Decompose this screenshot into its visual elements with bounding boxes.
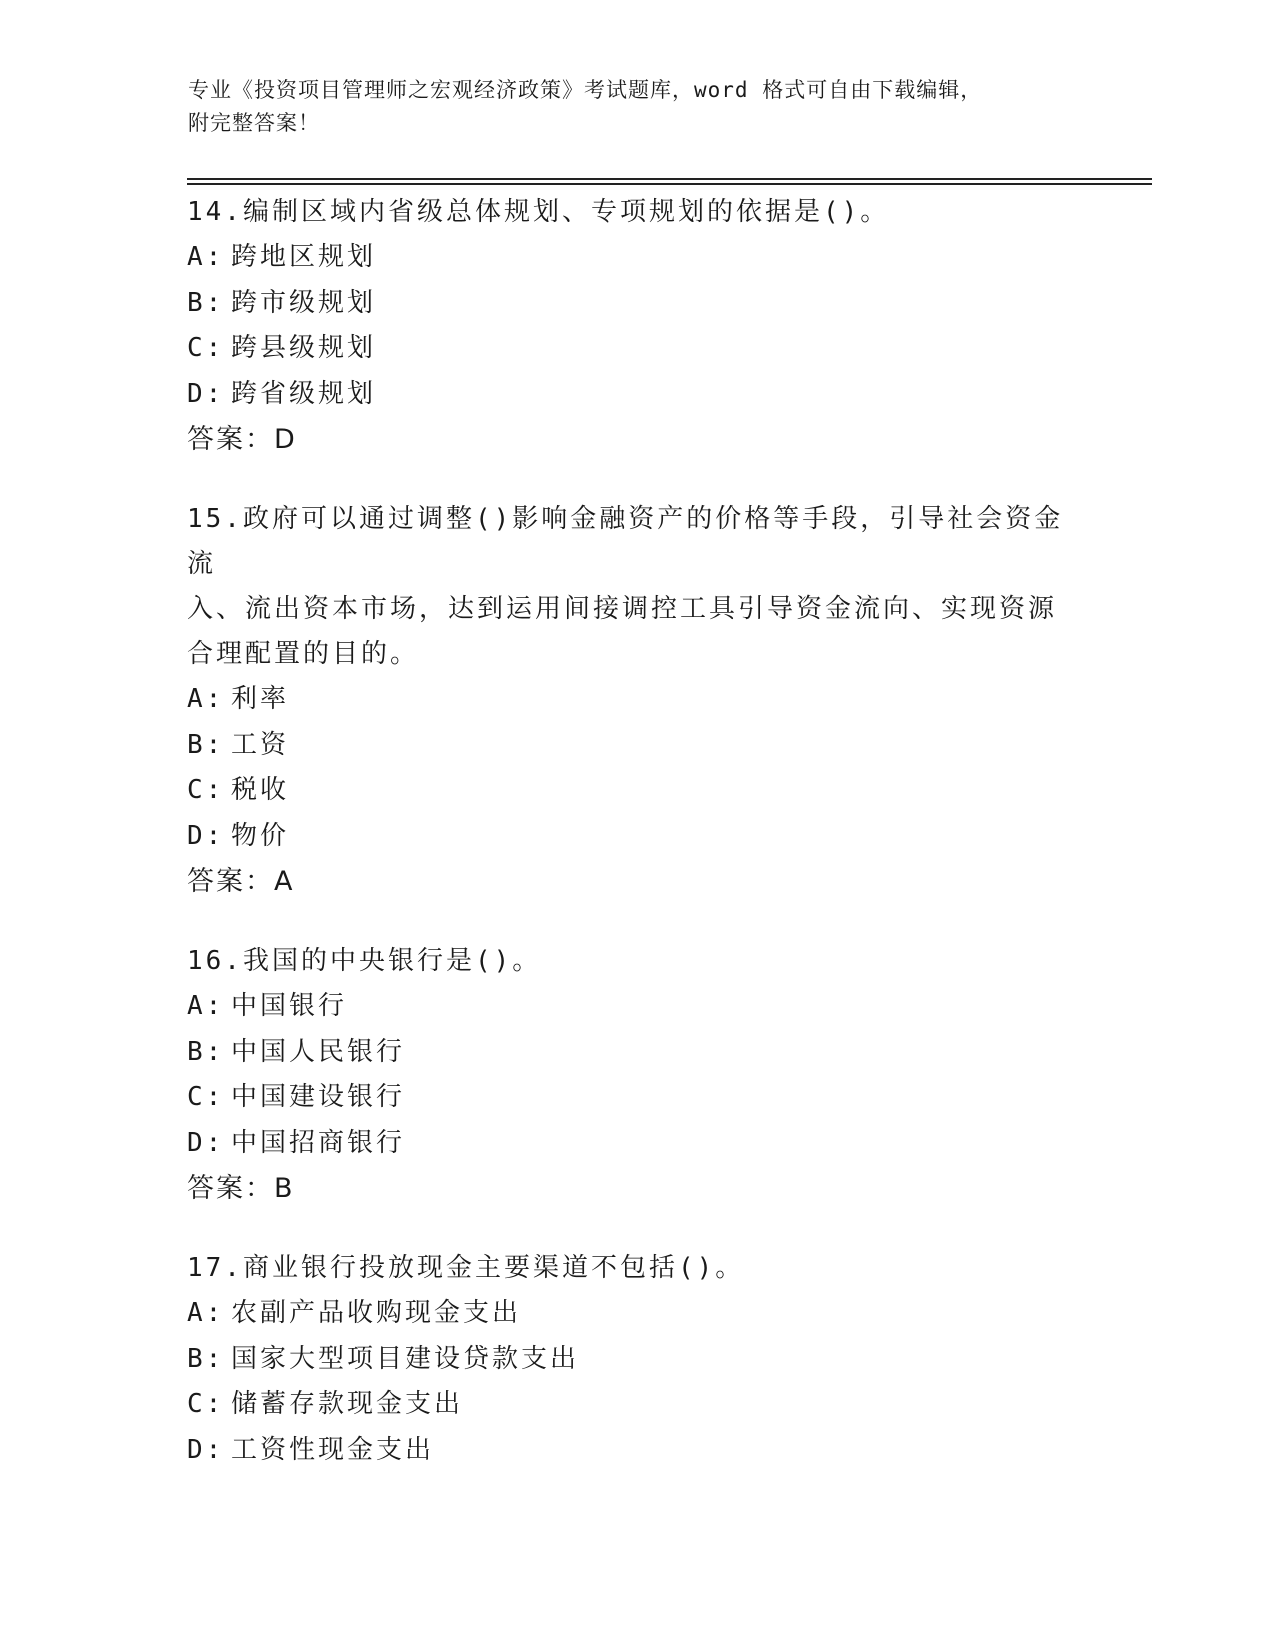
- option-letter: A:: [187, 991, 225, 1021]
- option-letter: D:: [187, 820, 225, 851]
- question-stem-line-2: 入、流出资本市场，达到运用间接调控工具引导资金流向、实现资源: [187, 594, 1058, 624]
- header-line-1: 专业《投资项目管理师之宏观经济政策》考试题库，word 格式可自由下载编辑，: [188, 78, 983, 102]
- option-text: 跨地区规划: [231, 242, 377, 272]
- option-text: 跨省级规划: [231, 378, 377, 409]
- option-text: 国家大型项目建设贷款支出: [231, 1343, 580, 1374]
- option-a: [187, 984, 1087, 1030]
- option-text: 跨县级规划: [231, 333, 377, 363]
- header-line-2: 附完整答案！: [188, 111, 320, 135]
- option-d: [187, 1121, 1087, 1167]
- option-text: 中国建设银行: [231, 1082, 406, 1112]
- answer-line: 答案：A: [187, 866, 295, 897]
- header-divider-top: [187, 178, 1152, 180]
- question-stem-line-1: 15.政府可以通过调整()影响金融资产的价格等手段，引导社会资金流: [187, 504, 1064, 579]
- option-text: 中国银行: [231, 991, 348, 1021]
- question-17: [187, 1246, 1087, 1473]
- option-a: [187, 1291, 1087, 1337]
- option-text: 工资: [231, 729, 290, 760]
- option-letter: B:: [187, 1036, 225, 1067]
- option-b: [187, 281, 1087, 327]
- option-text: 利率: [231, 684, 290, 714]
- option-a: [187, 235, 1087, 281]
- option-d: [187, 372, 1087, 418]
- option-letter: C:: [187, 1389, 225, 1419]
- question-stem: 14.编制区域内省级总体规划、专项规划的依据是()。: [187, 197, 890, 227]
- option-b: [187, 1337, 1087, 1383]
- question-15: [187, 497, 1087, 905]
- option-b: [187, 1030, 1087, 1076]
- option-text: 物价: [231, 820, 290, 851]
- header-divider-bottom: [187, 183, 1152, 185]
- document-header: [188, 74, 1088, 140]
- option-letter: C:: [187, 333, 225, 363]
- option-c: [187, 768, 1087, 814]
- option-text: 储蓄存款现金支出: [231, 1389, 464, 1419]
- option-letter: B:: [187, 729, 225, 760]
- option-letter: D:: [187, 1127, 225, 1158]
- option-letter: A:: [187, 684, 225, 714]
- option-letter: A:: [187, 1298, 225, 1328]
- question-stem: 16.我国的中央银行是()。: [187, 946, 542, 976]
- option-letter: C:: [187, 775, 225, 805]
- question-stem: 17.商业银行投放现金主要渠道不包括()。: [187, 1253, 745, 1283]
- option-text: 税收: [231, 775, 290, 805]
- option-letter: D:: [187, 1434, 225, 1465]
- option-b: [187, 723, 1087, 769]
- option-a: [187, 677, 1087, 723]
- question-16: [187, 939, 1087, 1212]
- option-letter: B:: [187, 1343, 225, 1374]
- option-text: 工资性现金支出: [231, 1434, 435, 1465]
- option-letter: B:: [187, 287, 225, 318]
- question-14: [187, 190, 1087, 463]
- option-c: [187, 1382, 1087, 1428]
- question-stem-line-3: 合理配置的目的。: [187, 639, 420, 669]
- option-d: [187, 1428, 1087, 1474]
- option-text: 中国人民银行: [231, 1036, 406, 1067]
- option-c: [187, 1075, 1087, 1121]
- option-text: 跨市级规划: [231, 287, 377, 318]
- answer-line: 答案：D: [187, 424, 297, 455]
- option-text: 农副产品收购现金支出: [231, 1298, 522, 1328]
- option-c: [187, 326, 1087, 372]
- option-letter: D:: [187, 378, 225, 409]
- option-letter: A:: [187, 242, 225, 272]
- option-d: [187, 814, 1087, 860]
- option-text: 中国招商银行: [231, 1127, 406, 1158]
- answer-line: 答案：B: [187, 1173, 295, 1204]
- question-list: [187, 190, 1087, 1507]
- option-letter: C:: [187, 1082, 225, 1112]
